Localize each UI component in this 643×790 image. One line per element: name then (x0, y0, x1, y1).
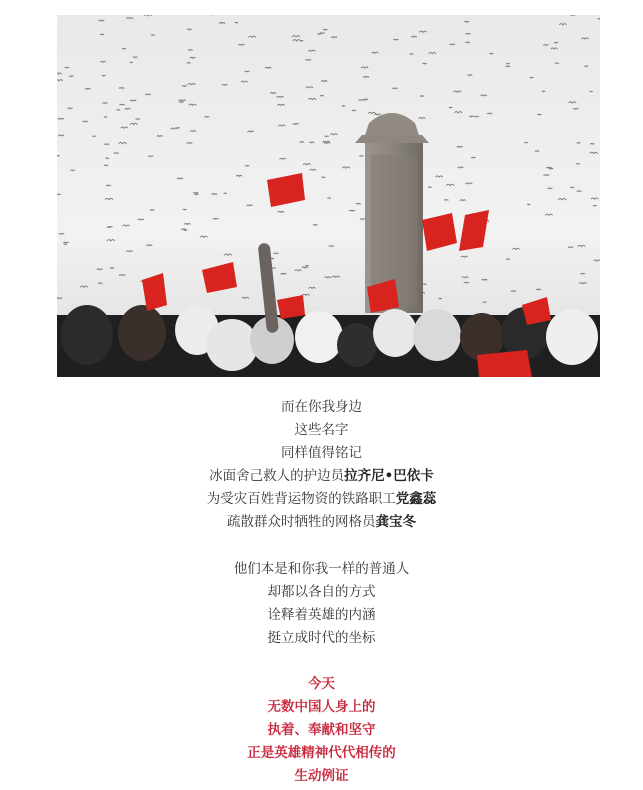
dove-mark (428, 187, 431, 188)
dove-mark (120, 104, 125, 105)
dove-mark (524, 142, 527, 143)
dove-mark (102, 75, 106, 76)
hero-description: 冰面舍己救人的护边员 (209, 468, 345, 484)
dove-mark (64, 244, 67, 245)
dove-mark (320, 96, 323, 97)
dove-mark (130, 62, 133, 63)
poem-line: 而在你我身边 (281, 399, 362, 415)
dove-mark (590, 144, 594, 145)
dove-mark (555, 63, 559, 64)
dove-mark (181, 229, 186, 230)
dove-mark (356, 203, 361, 204)
dove-mark (598, 19, 600, 20)
highlight-line: 执着、奉献和坚守 (267, 722, 376, 738)
dove-mark (68, 108, 73, 109)
dove-mark (466, 34, 471, 35)
dove-mark (449, 107, 452, 108)
dove-mark (530, 77, 534, 78)
stanza-ordinary-people (0, 558, 643, 650)
dove-mark (487, 113, 492, 114)
dove-mark (568, 247, 573, 248)
dove-mark (133, 57, 138, 58)
dove-mark (322, 177, 326, 178)
dove-mark (468, 75, 473, 76)
dove-mark (589, 91, 592, 92)
dove-mark (205, 117, 210, 118)
dove-mark (116, 110, 120, 111)
dove-mark (106, 158, 109, 159)
dove-mark (593, 205, 597, 206)
dove-mark (245, 71, 250, 72)
highlight-line: 正是英雄精神代代相传的 (247, 745, 396, 761)
dove-mark (179, 102, 184, 103)
dove-mark (184, 230, 188, 231)
photo-illustration (57, 15, 600, 377)
dove-mark (114, 153, 119, 154)
dove-mark (464, 282, 469, 283)
dove-mark (182, 86, 187, 87)
dove-mark (573, 108, 578, 109)
dove-mark (300, 142, 304, 143)
dove-mark (324, 136, 328, 137)
dove-mark (423, 63, 427, 64)
dove-mark (106, 185, 111, 186)
dove-mark (110, 268, 114, 269)
dove-mark (323, 29, 327, 30)
dove-mark (136, 119, 140, 120)
dove-mark (546, 167, 551, 168)
poem-line: 诠释着英雄的内涵 (267, 607, 376, 623)
dove-mark (104, 117, 107, 118)
hero-photo (57, 15, 600, 377)
dove-mark (549, 168, 553, 169)
hero-line (0, 488, 643, 511)
dove-mark (465, 42, 470, 43)
dove-mark (577, 143, 581, 144)
dove-mark (506, 259, 510, 260)
dove-mark (104, 165, 108, 166)
dove-mark (537, 114, 541, 115)
dove-mark (554, 42, 558, 43)
dove-mark (359, 156, 363, 157)
dove-mark (69, 76, 73, 77)
dove-mark (505, 66, 510, 67)
dove-mark (193, 193, 198, 194)
dove-mark (577, 191, 582, 192)
dove-mark (104, 144, 109, 145)
dove-mark (195, 194, 199, 195)
poem-line: 却都以各自的方式 (267, 584, 376, 600)
dove-mark (542, 91, 545, 92)
dove-mark (245, 166, 249, 167)
highlight-line: 今天 (308, 676, 335, 692)
dove-mark (150, 210, 154, 211)
dove-mark (317, 34, 321, 35)
dove-mark (327, 198, 331, 199)
dove-mark (547, 188, 552, 189)
dove-mark (98, 283, 102, 284)
hero-line (0, 465, 643, 488)
poem-line: 挺立成时代的坐标 (267, 630, 376, 646)
dove-mark (102, 103, 107, 104)
stanza-names (0, 396, 643, 534)
stanza-highlight (0, 673, 643, 788)
dove-mark (352, 110, 356, 111)
dove-mark (570, 187, 574, 188)
poem-line: 他们本是和你我一样的普通人 (233, 561, 410, 577)
dove-mark (188, 50, 193, 51)
dove-mark (439, 298, 442, 299)
dove-mark (305, 265, 309, 266)
poem-line: 这些名字 (294, 422, 349, 438)
dove-mark (506, 63, 509, 64)
dove-mark (92, 136, 96, 137)
dove-mark (469, 116, 473, 117)
poem-line: 同样值得铭记 (281, 445, 362, 461)
dove-mark (576, 164, 579, 165)
dove-mark (313, 225, 317, 226)
dove-mark (527, 204, 530, 205)
dove-mark (151, 35, 155, 36)
hero-name: 拉齐尼•巴依卡 (344, 468, 434, 484)
dove-mark (309, 142, 314, 143)
dove-mark (392, 88, 397, 89)
dove-mark (235, 22, 238, 23)
dove-mark (490, 53, 494, 54)
highlight-line: 生动例证 (294, 768, 349, 784)
highlight-line: 无数中国人身上的 (267, 699, 376, 715)
dove-mark (444, 200, 448, 201)
dove-mark (65, 67, 69, 68)
hero-line (0, 511, 643, 534)
hero-description: 疏散群众时牺牲的网格员 (227, 514, 376, 530)
dove-mark (187, 63, 191, 64)
dove-mark (393, 39, 398, 40)
dove-mark (511, 291, 516, 292)
dove-mark (274, 253, 279, 254)
dove-mark (584, 66, 588, 67)
dove-mark (471, 157, 475, 158)
dove-mark (536, 289, 541, 290)
dove-mark (483, 302, 487, 303)
dove-mark (535, 151, 539, 152)
dove-mark (364, 99, 368, 100)
dove-mark (420, 96, 424, 97)
dove-mark (409, 54, 413, 55)
dove-mark (474, 116, 479, 117)
dove-mark (108, 226, 112, 227)
dove-mark (71, 170, 75, 171)
dove-mark (122, 48, 126, 49)
dove-mark (183, 209, 187, 210)
dove-mark (57, 194, 60, 195)
dove-mark (423, 284, 427, 285)
dove-mark (543, 45, 548, 46)
dove-mark (177, 128, 180, 129)
dove-mark (581, 273, 585, 274)
dove-mark (187, 29, 192, 30)
hero-name: 党鑫蕊 (395, 491, 437, 507)
hero-name: 龚宝冬 (375, 514, 416, 530)
dove-mark (224, 193, 227, 194)
dove-mark (64, 242, 69, 243)
dove-mark (329, 246, 334, 247)
dove-mark (464, 21, 469, 22)
dove-mark (100, 34, 104, 35)
dove-mark (148, 156, 153, 157)
dove-mark (571, 15, 576, 16)
dove-mark (342, 106, 345, 107)
hero-description: 为受灾百姓背运物资的铁路职工 (206, 491, 396, 507)
